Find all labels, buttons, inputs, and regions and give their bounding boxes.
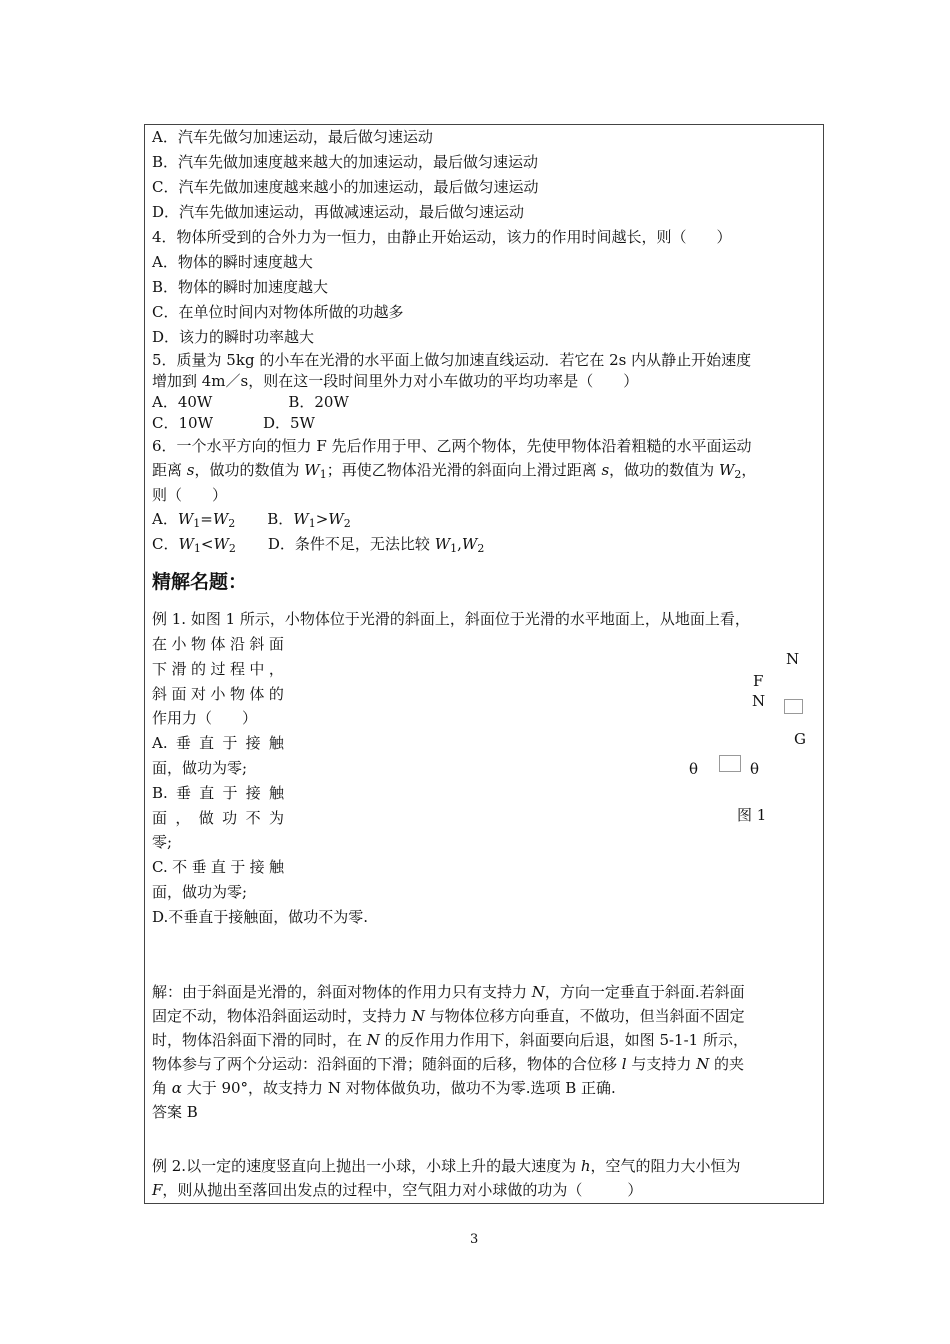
q4-option-d: D．该力的瞬时功率越大	[152, 328, 315, 346]
text-glyph: 接	[245, 783, 261, 802]
q6-options-row1	[152, 508, 351, 535]
solution-line-5: 角 α 大于 90°，故支持力 N 对物体做负功，做功不为零.选项 B 正确.	[152, 1079, 616, 1097]
text-glyph: 触	[268, 858, 284, 877]
solution-line-4: 物体参与了两个分运动：沿斜面的下滑；随斜面的后移，物体的合位移 l 与支持力 N 的夹	[152, 1055, 745, 1073]
figure-box-bottom	[719, 755, 741, 772]
q5-option-b: B．20W	[288, 393, 349, 411]
q5-option-d: D．5W	[262, 414, 315, 432]
text-glyph: 于	[222, 783, 238, 802]
text-glyph: 不	[245, 808, 261, 827]
ex1-option-a-line-1	[152, 731, 284, 756]
figure-label-n: N	[786, 650, 800, 668]
q3-option-c: C．汽车先做加速度越来越小的加速运动，最后做匀速运动	[152, 178, 539, 196]
text-glyph: 体	[249, 684, 265, 703]
ex1-line-1	[152, 632, 284, 657]
text-glyph: 的	[268, 684, 284, 703]
text-glyph: 物	[190, 635, 206, 653]
text-glyph: 斜	[249, 635, 265, 653]
figure-label-fn: N	[752, 692, 766, 710]
text-glyph: 的	[190, 659, 206, 678]
q5-options-row2	[152, 412, 315, 434]
ex2-line-1: 例 2.以一定的速度竖直向上抛出一小球，小球上升的最大速度为 h，空气的阻力大小恒为	[152, 1157, 741, 1175]
text-glyph: 中	[249, 659, 265, 678]
q4-option-b: B．物体的瞬时加速度越大	[152, 278, 329, 296]
ex1-option-c-line-2: 面，做功为零;	[152, 882, 248, 901]
text-glyph: 沿	[229, 635, 245, 653]
q6-option-b: B．$W_1>W_2$	[267, 510, 351, 530]
ex1-option-b-line-2	[152, 806, 284, 831]
figure-label-f: F	[753, 672, 764, 690]
text-glyph: 接	[249, 858, 265, 877]
text-glyph: 滑	[171, 659, 187, 678]
ex1-stem: 例 1. 如图 1 所示，小物体位于光滑的斜面上，斜面位于光滑的水平地面上，从地面上看，	[152, 610, 750, 628]
answer-label: 答案 B	[152, 1103, 198, 1121]
q6-options-row2	[152, 533, 484, 560]
text-glyph: 触	[268, 734, 284, 753]
solution-line-2: 固定不动，物体沿斜面运动时，支持力 N 与物体位移方向垂直，不做功，但当斜面不固定	[152, 1007, 745, 1025]
q6-stem-line2: 距离 s，做功的数值为 $W_1$；再使乙物体沿光滑的斜面向上滑过距离 s，做功的数值为 $W_2$，	[152, 461, 757, 481]
ex1-line-2	[152, 657, 284, 682]
text-glyph: 不	[172, 858, 188, 877]
q3-option-d: D．汽车先做加速运动，再做减速运动，最后做匀速运动	[152, 203, 525, 221]
text-glyph: 程	[229, 659, 245, 678]
q4-option-c: C．在单位时间内对物体所做的功越多	[152, 303, 404, 321]
q5-option-a: A．40W	[152, 393, 213, 411]
ex1-option-c-line-1	[152, 855, 284, 880]
text-glyph: 功	[222, 808, 238, 827]
q3-option-a: A．汽车先做匀加速运动，最后做匀速运动	[152, 128, 433, 146]
text-glyph: 下	[152, 659, 168, 678]
text-glyph: 面	[268, 635, 284, 653]
text-glyph: ，	[175, 808, 191, 827]
text-glyph: 垂	[176, 783, 192, 802]
text-glyph: B.	[152, 783, 168, 802]
ex1-line-4: 作用力（ ）	[152, 709, 258, 728]
text-glyph: 小	[210, 684, 226, 703]
section-title: 精解名题：	[152, 571, 248, 593]
ex2-line-2: F，则从抛出至落回出发点的过程中，空气阻力对小球做的功为（ ）	[152, 1181, 643, 1199]
text-glyph: 接	[245, 734, 261, 753]
ex1-narrow-column	[152, 632, 369, 930]
solution-line-3: 时，物体沿斜面下滑的同时，在 N 的反作用力作用下，斜面要向后退，如图 5-1-1 所示，	[152, 1031, 748, 1049]
text-glyph: 垂	[175, 734, 191, 753]
q6-stem-line1: 6．一个水平方向的恒力 F 先后作用于甲、乙两个物体，先使甲物体沿着粗糙的水平面运动	[152, 437, 752, 455]
figure-label-g: G	[794, 730, 806, 748]
text-glyph: 对	[190, 684, 206, 703]
q5-options-row1	[152, 391, 349, 413]
text-glyph: 做	[198, 808, 214, 827]
text-glyph: 在	[152, 635, 168, 653]
text-glyph: 于	[222, 734, 238, 753]
text-glyph: 直	[210, 858, 226, 877]
q5-stem-line1: 5．质量为 5kg 的小车在光滑的水平面上做匀加速直线运动．若它在 2s 内从静止开始速度	[152, 351, 752, 369]
text-glyph: 体	[210, 635, 226, 653]
ex1-option-b-line-1	[152, 781, 284, 806]
q5-option-c: C．10W	[152, 414, 213, 432]
text-glyph: 直	[199, 734, 215, 753]
q3-option-b: B．汽车先做加速度越来越大的加速运动，最后做匀速运动	[152, 153, 539, 171]
figure-caption: 图 1	[737, 806, 767, 824]
text-glyph: 于	[230, 858, 246, 877]
text-glyph: 面	[171, 684, 187, 703]
text-glyph: A.	[152, 734, 168, 753]
ex1-option-a-line-2: 面，做功为零;	[152, 758, 248, 777]
q5-stem-line2: 增加到 4m／s，则在这一段时间里外力对小车做功的平均功率是（ ）	[152, 372, 639, 390]
q4-stem: 4．物体所受到的合外力为一恒力，由静止开始运动，该力的作用时间越长，则（ ）	[152, 228, 732, 246]
text-glyph: 小	[171, 635, 187, 653]
text-glyph: 面	[152, 808, 168, 827]
figure-theta-left: θ	[689, 760, 699, 778]
text-glyph: 为	[268, 808, 284, 827]
text-glyph: 直	[199, 783, 215, 802]
q6-option-a: A．$W_1=W_2$	[152, 510, 236, 530]
q4-option-a: A．物体的瞬时速度越大	[152, 253, 313, 271]
text-glyph: C.	[152, 858, 168, 877]
text-glyph: 触	[268, 783, 284, 802]
ex1-option-b-line-3: 零;	[152, 833, 173, 852]
figure-box-top	[784, 699, 803, 714]
ex1-option-d: D.不垂直于接触面，做功不为零.	[152, 907, 369, 926]
solution-line-1: 解：由于斜面是光滑的，斜面对物体的作用力只有支持力 N，方向一定垂直于斜面.若斜面	[152, 983, 745, 1001]
text-glyph: 过	[210, 659, 226, 678]
text-glyph: 斜	[152, 684, 168, 703]
text-glyph: ，	[268, 659, 284, 678]
q6-stem-line3: 则（ ）	[152, 486, 228, 504]
q6-option-d: D．条件不足，无法比较 $W_1,W_2$	[267, 535, 485, 555]
text-glyph: 物	[229, 684, 245, 703]
q6-option-c: C．$W_1<W_2$	[152, 535, 236, 555]
page-number: 3	[470, 1232, 479, 1247]
text-glyph: 垂	[191, 858, 207, 877]
ex1-line-3	[152, 682, 284, 707]
figure-theta-right: θ	[750, 760, 760, 778]
